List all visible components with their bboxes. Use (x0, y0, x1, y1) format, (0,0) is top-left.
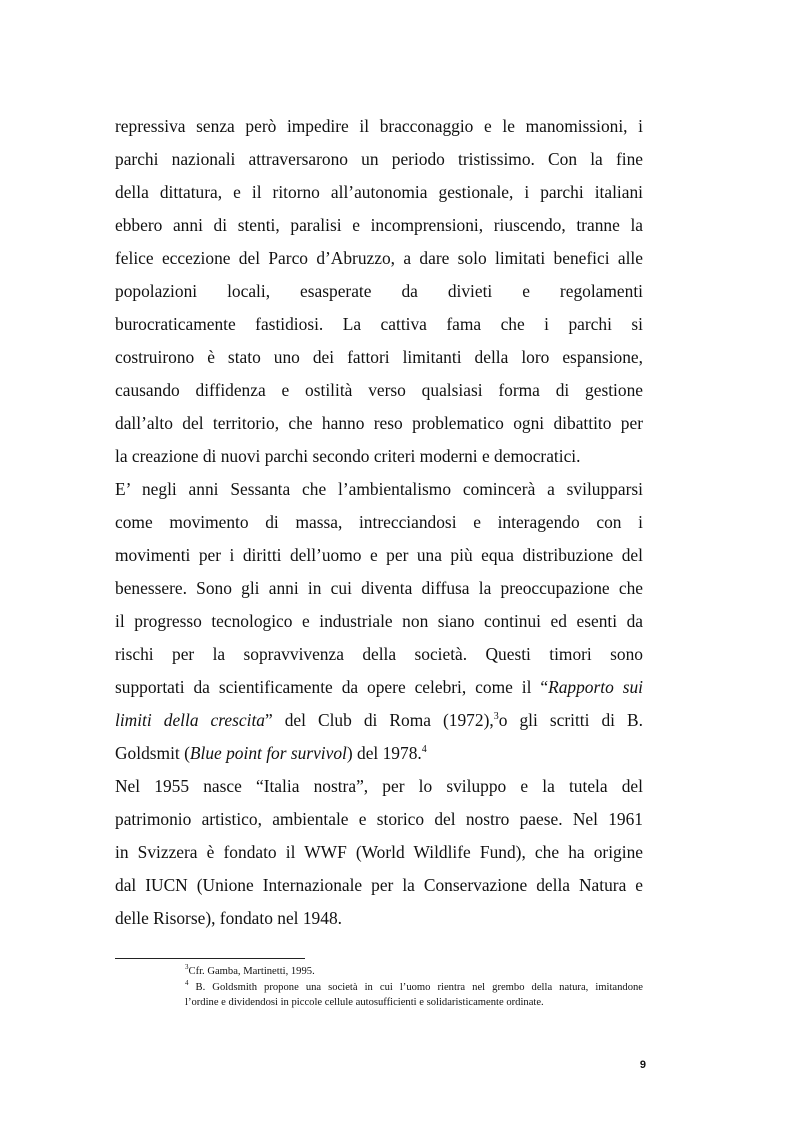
text-line: dall’alto del territorio, che hanno reso problematico ogni dibattito per (115, 413, 643, 433)
footnote-ref-3[interactable]: 3 (493, 711, 499, 722)
text-line: Nel 1955 nasce “Italia nostra”, per lo sviluppo e la tutela del (115, 776, 643, 796)
text-line: in Svizzera è fondato il WWF (World Wildlife Fund), che ha origine (115, 842, 643, 862)
footnote-4 (185, 980, 643, 996)
text-line: della dittatura, e il ritorno all’autonomia gestionale, i parchi italiani (115, 182, 643, 202)
text-line: movimenti per i diritti dell’uomo e per una più equa distribuzione del (115, 545, 643, 565)
text-line: delle Risorse), fondato nel 1948. (115, 908, 342, 928)
text-line: popolazioni locali, esasperate da divieti e regolamenti (115, 281, 643, 301)
footnote-mark: 3 (185, 963, 189, 971)
text-segment: supportati da scientificamente da opere celebri, come il “ (115, 677, 549, 697)
footnote-mark: 4 (185, 979, 189, 987)
italic-title-segment: limiti della crescita (115, 710, 265, 730)
text-line (115, 704, 643, 737)
body-text (115, 110, 643, 935)
text-line: felice eccezione del Parco d’Abruzzo, a dare solo limitati benefici alle (115, 248, 643, 268)
text-line: come movimento di massa, intrecciandosi e interagendo con i (115, 512, 643, 532)
footnote-text: Cfr. Gamba, Martinetti, 1995. (188, 966, 315, 977)
text-line (115, 671, 643, 704)
italic-title-segment: Blue point for survivol (189, 743, 347, 763)
footnote-4-continued: l’ordine e dividendosi in piccole cellule autosufficienti e solidaristicamente ordinate. (185, 997, 544, 1008)
text-line: E’ negli anni Sessanta che l’ambientalismo comincerà a svilupparsi (115, 479, 643, 499)
footnote-divider (115, 958, 305, 959)
italic-title-segment: Rapporto sui (548, 677, 643, 697)
text-line: benessere. Sono gli anni in cui diventa diffusa la preoccupazione che (115, 578, 643, 598)
footnote-ref-4[interactable]: 4 (421, 744, 427, 755)
text-line: rischi per la sopravvivenza della società. Questi timori sono (115, 644, 643, 664)
text-line: dal IUCN (Unione Internazionale per la Conservazione della Natura e (115, 875, 643, 895)
text-line (115, 737, 643, 770)
text-line: repressiva senza però impedire il bracconaggio e le manomissioni, i (115, 116, 643, 136)
page-number: 9 (639, 1059, 646, 1071)
text-segment: ) del 1978. (346, 743, 422, 763)
footnotes (185, 964, 643, 1011)
text-line: causando diffidenza e ostilità verso qualsiasi forma di gestione (115, 380, 643, 400)
footnote-3 (185, 964, 643, 980)
text-segment: Goldsmit ( (115, 743, 190, 763)
text-line: ebbero anni di stenti, paralisi e incomprensioni, riuscendo, tranne la (115, 215, 643, 235)
text-line: patrimonio artistico, ambientale e storico del nostro paese. Nel 1961 (115, 809, 643, 829)
footnote-text: B. Goldsmith propone una società in cui l’uomo rientra nel grembo della natura, imitandone (188, 981, 643, 993)
text-segment: o gli scritti di B. (498, 710, 643, 730)
text-line: costruirono è stato uno dei fattori limitanti della loro espansione, (115, 347, 643, 367)
text-line: parchi nazionali attraversarono un periodo tristissimo. Con la fine (115, 149, 643, 169)
text-line: il progresso tecnologico e industriale non siano continui ed esenti da (115, 611, 643, 631)
text-line: la creazione di nuovi parchi secondo criteri moderni e democratici. (115, 446, 581, 466)
text-segment: ” del Club di Roma (1972), (264, 710, 494, 730)
text-line: burocraticamente fastidiosi. La cattiva fama che i parchi si (115, 314, 643, 334)
